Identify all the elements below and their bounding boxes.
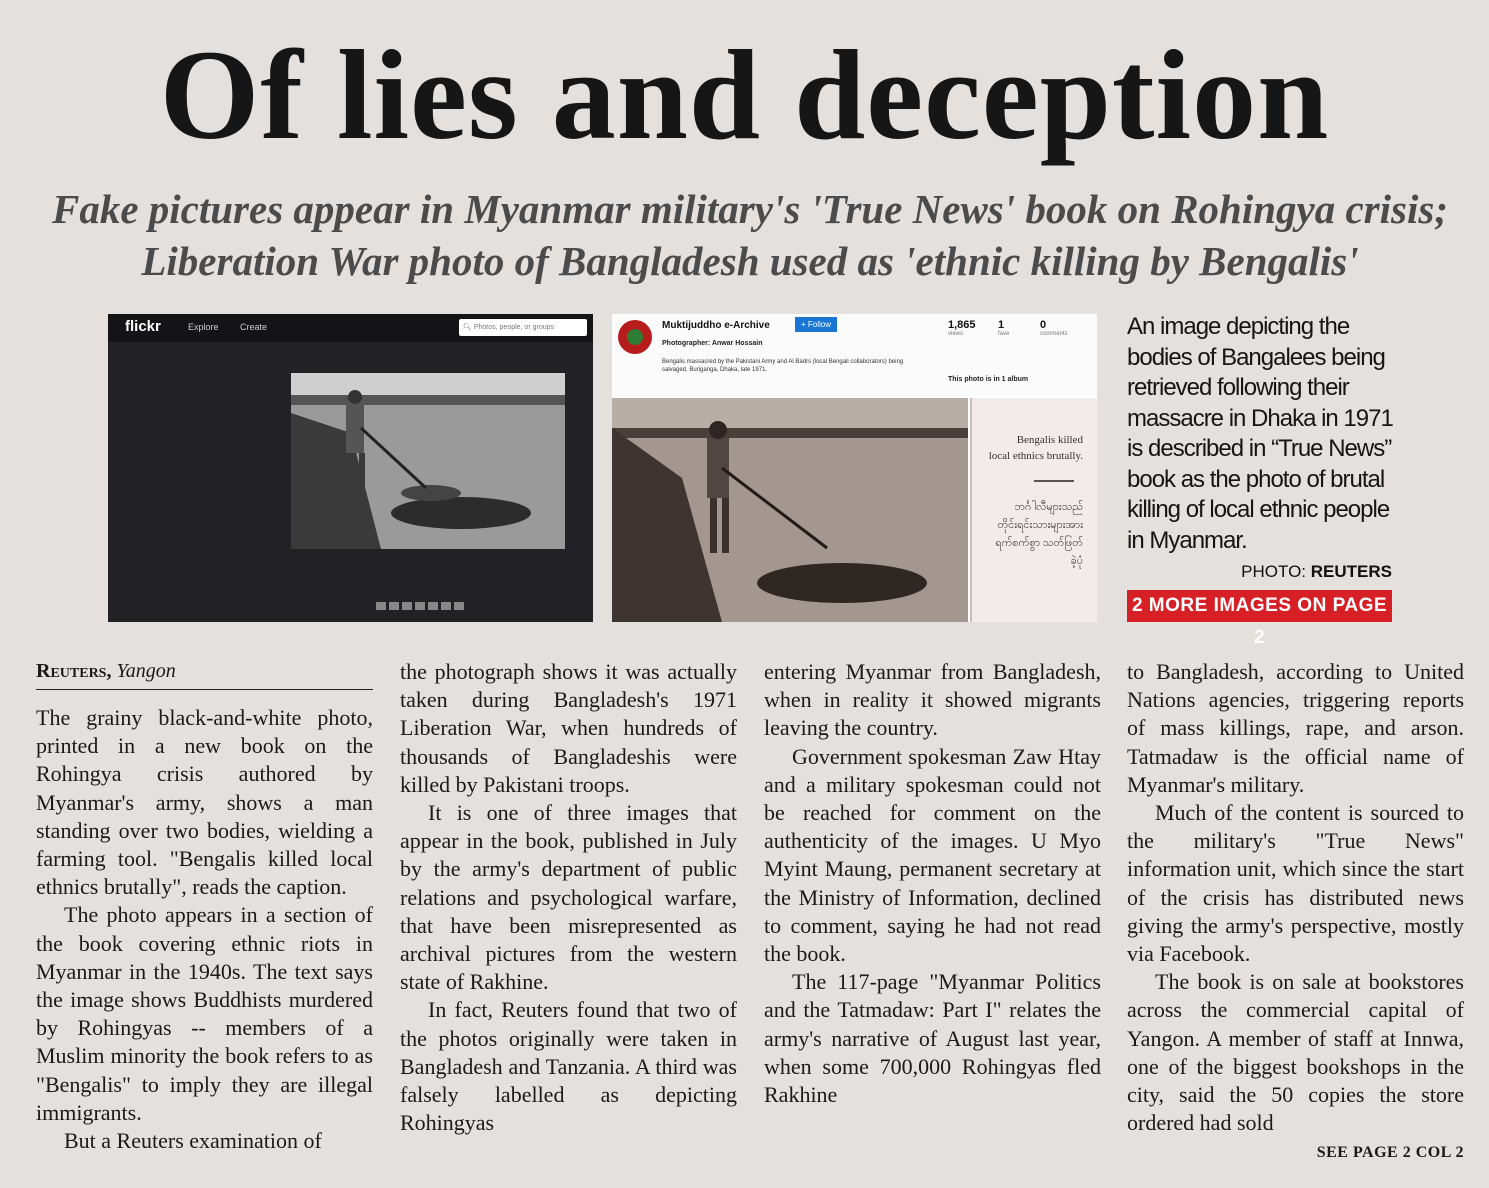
archive-caption: Bengalis massacred by the Pakistani Army and Al Badrs (local Bengali collaborators) being salvaged, Buriganga, Dhaka, late 1971. — [662, 359, 904, 373]
archive-photographer: Photographer: Anwar Hossain — [662, 340, 763, 347]
flickr-search: 🔍︎ Photos, people, or groups — [459, 319, 587, 336]
archive-stat-comments: 0 comments — [1040, 319, 1068, 337]
article-column-2 — [400, 658, 737, 1137]
photo-caption: An image depicting the bodies of Bangalees being retrieved following their massacre in Dhaka in 1971 is described in “True News” book as the photo of brutal killing of local ethnic people in Myanmar. — [1127, 313, 1393, 554]
caption-divider — [1034, 480, 1074, 482]
archive-stat-faves: 1 fave — [998, 319, 1010, 337]
book-caption-burmese: ဘင်္ဂါလီများသည် တိုင်းရင်းသားများအား ရက်စက်စွာ သတ်ဖြတ် ခဲ့ပုံ — [995, 501, 1083, 567]
archive-screenshot — [612, 314, 1097, 622]
paragraph: In fact, Reuters found that two of the photos originally were taken in Bangladesh and Tanzania. A third was falsely labelled as depicting Rohingyas — [400, 997, 737, 1136]
article-column-4 — [1127, 658, 1464, 1137]
flickr-screenshot — [108, 314, 593, 622]
paragraph: It is one of three images that appear in the book, published in July by the army's department of public relations and psychological warfare, that have been misrepresented as archival pictures from the western state of Rakhine. — [400, 800, 737, 995]
paragraph: the photograph shows it was actually taken during Bangladesh's 1971 Liberation War, when hundreds of thousands of Bangladeshis were killed by Pakistani troops. — [400, 659, 737, 797]
flickr-logo: flickr — [125, 318, 161, 335]
flickr-nav-create: Create — [240, 322, 268, 332]
archive-follow-badge: + Follow — [795, 317, 837, 332]
book-page-caption-panel — [970, 398, 1097, 622]
deck-subheadline: Fake pictures appear in Myanmar military's 'True News' book on Rohingya crisis; Liberation War photo of Bangladesh used as 'ethnic killing by Bengalis' — [51, 186, 1448, 284]
archive-header — [612, 314, 1097, 396]
paragraph: The grainy black-and-white photo, printed in a new book on the Rohingya crisis authored by Myanmar's army, shows a man standing over two bodies, wielding a farming tool. "Bengalis killed local ethnics brutally", reads the caption. — [36, 705, 373, 900]
archive-stat-views: 1,865 views — [948, 319, 976, 337]
archive-avatar — [618, 320, 652, 354]
paragraph: But a Reuters examination of — [64, 1128, 322, 1154]
archive-account-name: Muktijuddho e-Archive — [662, 320, 770, 331]
flickr-nav-explore: Explore — [188, 322, 219, 332]
article-column-1 — [36, 704, 373, 1155]
book-page-photo — [612, 398, 968, 622]
archive-album-note: This photo is in 1 album — [948, 376, 1029, 383]
massacre-photo-bw — [291, 373, 565, 549]
paragraph: Government spokesman Zaw Htay and a military spokesman could not be reached for comment on the authenticity of the images. U Myo Myint Maung, permanent secretary at the Ministry of Information, declined to comment, saying he had not read the book. — [764, 743, 1101, 967]
paragraph: The 117-page "Myanmar Politics and the Tatmadaw: Part I" relates the army's narrative of August last year, when some 700,000 Rohingyas fled Rakhine — [764, 969, 1101, 1108]
book-caption-english: Bengalis killed local ethnics brutally. — [988, 434, 1083, 462]
paragraph: entering Myanmar from Bangladesh, when in reality it showed migrants leaving the country. — [764, 659, 1101, 741]
article-column-3 — [764, 658, 1101, 1109]
paragraph: The photo appears in a section of the book covering ethnic riots in Myanmar in the 1940s. The text says the image shows Buddhists murdered by Rohingyas -- members of a Muslim minority the book refers to as "Bengalis" to imply they are illegal immigrants. — [36, 902, 373, 1125]
more-images-banner[interactable]: 2 MORE IMAGES ON PAGE 2 — [1127, 590, 1392, 622]
paragraph: Much of the content is sourced to the military's "True News" information unit, which since the start of the crisis has distributed news giving the army's perspective, mostly via Facebook. — [1127, 800, 1464, 967]
paragraph: The book is on sale at bookstores across the commercial capital of Yangon. A member of staff at Innwa, one of the biggest bookshops in the city, said the 50 copies the store ordered had sold — [1127, 969, 1464, 1136]
byline: Reuters, Yangon — [36, 660, 373, 690]
photo-credit: PHOTO: REUTERS — [1241, 562, 1392, 581]
flickr-topbar — [108, 314, 593, 342]
headline: Of lies and deception — [159, 24, 1330, 166]
paragraph: to Bangladesh, according to United Nations agencies, triggering reports of mass killings, rape, and arson. Tatmadaw is the official name of Myanmar's military. — [1127, 659, 1464, 797]
continuation-jump: SEE PAGE 2 COL 2 — [1316, 1144, 1464, 1161]
flickr-thumbnail-strip — [376, 602, 464, 610]
